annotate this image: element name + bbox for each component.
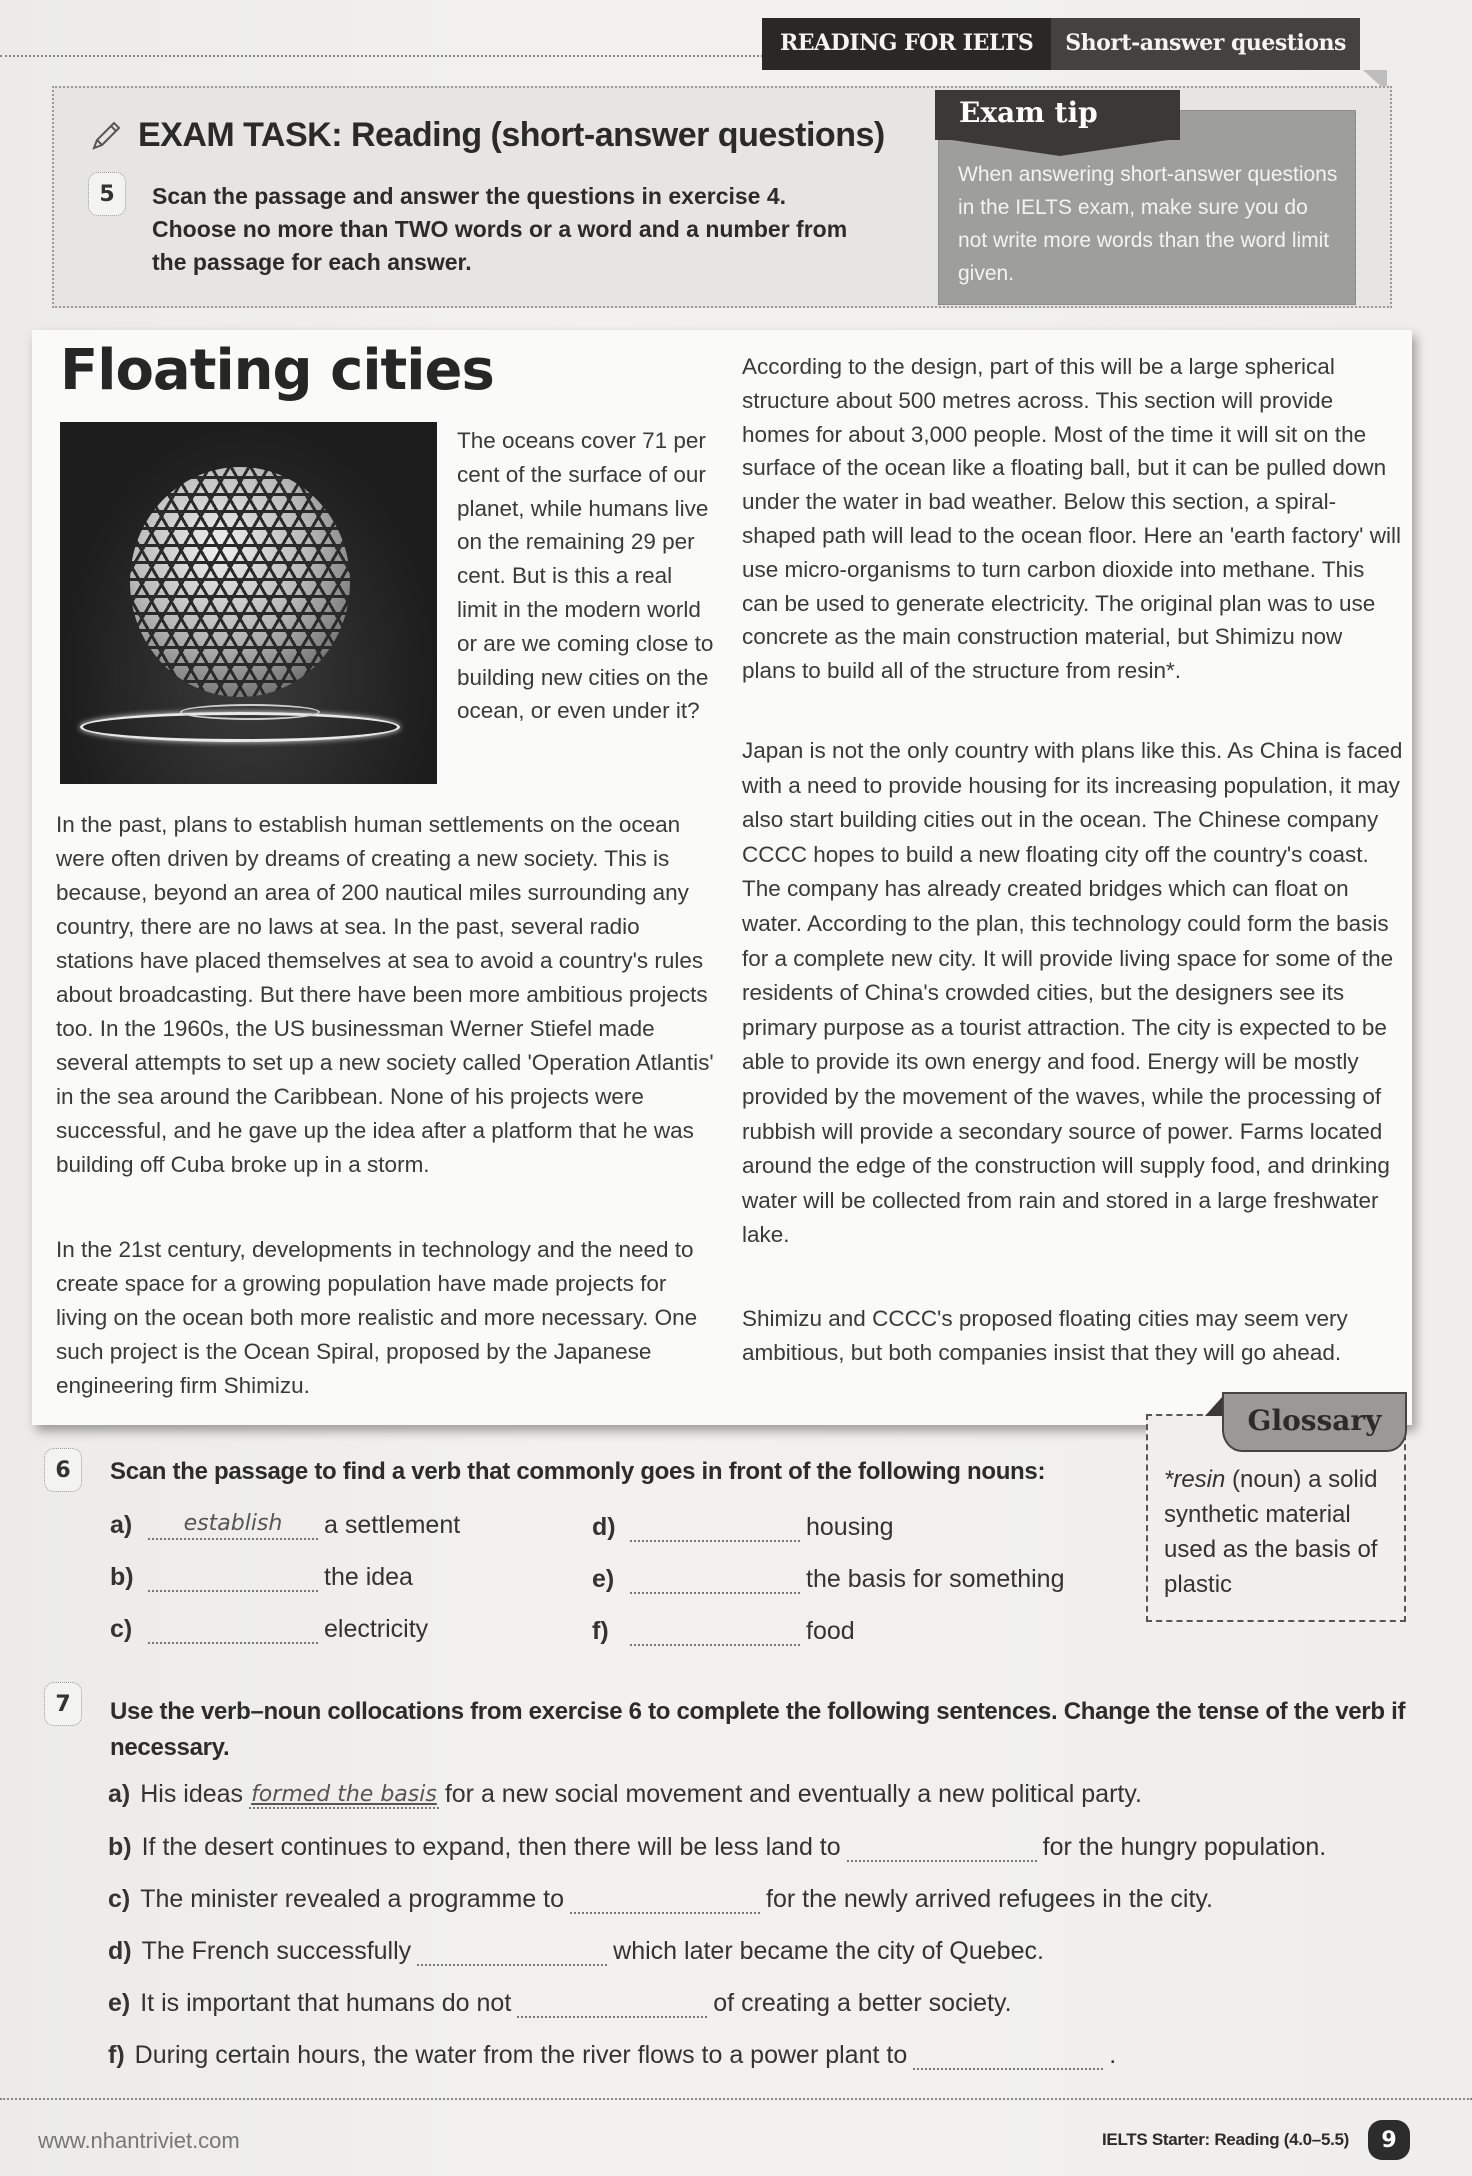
- answer-field-c[interactable]: [148, 1614, 318, 1644]
- exercise-6-item-d: [592, 1512, 894, 1542]
- ring-illustration-inner: [180, 704, 320, 720]
- exam-tip-text: When answering short-answer questions in the IELTS exam, make sure you do not write more words than the word limit given.: [958, 163, 1338, 285]
- article-paragraph: In the past, plans to establish human settlements on the ocean were often driven by dreams of creating a new society. This is because, beyond an area of 200 nautical miles surrounding any country, there are no laws at sea. In the past, several radio stations have placed themselves at sea to avoid a country's rules about broadcasting. But there have been more ambitious projects too. In the 1960s, the US businessman Werner Stiefel made several attempts to set up a new society called 'Operation Atlantis' in the sea around the Caribbean. None of his projects were successful, and he gave up the idea after a platform that he was building off Cuba broke up in a storm.: [56, 812, 714, 1177]
- exercise-7-item-d: [108, 1936, 1044, 1966]
- item-noun: housing: [806, 1513, 894, 1541]
- answer-field-c[interactable]: [570, 1884, 760, 1914]
- item-label: c): [108, 1885, 131, 1913]
- item-noun: the basis for something: [806, 1565, 1065, 1593]
- exercise-number-7: 7: [44, 1682, 82, 1726]
- item-label: e): [108, 1989, 131, 2017]
- sentence-end: which later became the city of Quebec.: [613, 1937, 1044, 1965]
- exam-tip-arrow: [938, 138, 1182, 156]
- exercise-6-item-c: [110, 1614, 428, 1644]
- footer-url: www.nhantriviet.com: [38, 2128, 240, 2153]
- sentence-end: for a new social movement and eventually a new political party.: [444, 1780, 1142, 1808]
- glossary-entry: [1164, 1462, 1394, 1602]
- answer-field-b[interactable]: [148, 1562, 318, 1592]
- sentence-start: The minister revealed a programme to: [140, 1885, 565, 1913]
- glossary-definition: (noun) a solid synthetic material used as the basis of plastic: [1164, 1466, 1378, 1598]
- page-number: 9: [1368, 2120, 1410, 2160]
- glossary-title: Glossary: [1222, 1392, 1407, 1452]
- item-label: e): [592, 1565, 615, 1593]
- exercise-6-instructions: Scan the passage to find a verb that commonly goes in front of the following nouns:: [110, 1458, 1046, 1485]
- item-label: b): [110, 1563, 134, 1591]
- exercise-6-item-f: [592, 1616, 855, 1646]
- sentence-start: During certain hours, the water from the river flows to a power plant to: [134, 2041, 908, 2069]
- exercise-5-instructions: Scan the passage and answer the questions in exercise 4. Choose no more than TWO words or a word and a number from the passage for each answer.: [152, 183, 848, 275]
- subsection-label: Short-answer questions: [1051, 18, 1360, 70]
- footer-rule: [0, 2098, 1472, 2100]
- article-image: [60, 422, 437, 784]
- article-title: Floating cities: [60, 338, 494, 403]
- item-label: a): [110, 1511, 133, 1539]
- article-paragraph: According to the design, part of this will be a large spherical structure about 500 metres across. This section will provide homes for about 3,000 people. Most of the time it will sit on the surface of the ocean like a floating ball, but it can be pulled down under the water in bad weather. Below this section, a spiral-shaped path will lead to the ocean floor. Here an 'earth factory' will use micro-organisms to turn carbon dioxide into methane. This can be used to generate electricity. The original plan was to use concrete as the main construction material, but Shimizu now plans to build all of the structure from resin*.: [742, 354, 1401, 684]
- answer-field-d[interactable]: [630, 1512, 800, 1542]
- exercise-7-item-f: [108, 2040, 1116, 2070]
- exercise-6-item-a: [110, 1510, 460, 1540]
- sentence-start: It is important that humans do not: [140, 1989, 512, 2017]
- sentence-end: of creating a better society.: [713, 1989, 1012, 2017]
- item-label: b): [108, 1833, 132, 1861]
- article-paragraph: In the 21st century, developments in technology and the need to create space for a growing population have made projects for living on the ocean both more realistic and more necessary. One such project is the Ocean Spiral, proposed by the Japanese engineering firm Shimizu.: [56, 1237, 698, 1398]
- exam-tip-title: Exam tip: [935, 90, 1180, 140]
- item-label: c): [110, 1615, 133, 1643]
- glossary-notch: [1205, 1396, 1223, 1416]
- section-label: READING FOR IELTS: [762, 18, 1051, 70]
- item-noun: electricity: [324, 1615, 429, 1643]
- exercise-7-item-c: [108, 1884, 1213, 1914]
- sentence-start: His ideas: [140, 1780, 244, 1808]
- answer-field-a[interactable]: formed the basis: [251, 1782, 437, 1807]
- item-noun: a settlement: [324, 1511, 461, 1539]
- exercise-7-instructions: Use the verb–noun collocations from exercise 6 to complete the following sentences. Change the tense of the verb if necessary.: [110, 1698, 1406, 1761]
- sentence-end: .: [1109, 2041, 1117, 2069]
- header-rule: [0, 55, 775, 57]
- sentence-end: for the hungry population.: [1042, 1833, 1327, 1861]
- pencil-icon: [88, 118, 124, 154]
- answer-field-a[interactable]: establish: [148, 1510, 318, 1540]
- exercise-7-item-b: [108, 1832, 1326, 1862]
- item-label: d): [592, 1513, 616, 1541]
- answer-field-e[interactable]: [517, 1988, 707, 2018]
- article-paragraph: Shimizu and CCCC's proposed floating cities may seem very ambitious, but both companies insist that they will go ahead.: [742, 1306, 1348, 1365]
- item-label: d): [108, 1937, 132, 1965]
- item-noun: the idea: [324, 1563, 413, 1591]
- sentence-start: The French successfully: [141, 1937, 412, 1965]
- sentence-end: for the newly arrived refugees in the city.: [766, 1885, 1214, 1913]
- item-noun: food: [806, 1617, 855, 1645]
- footer-book-title: IELTS Starter: Reading (4.0–5.5): [1102, 2130, 1350, 2149]
- exam-tip-notch: [1150, 90, 1180, 110]
- item-label: f): [108, 2041, 125, 2069]
- article-intro: The oceans cover 71 per cent of the surface of our planet, while humans live on the remaining 29 per cent. But is this a real limit in the modern world or are we coming close to building new cities on the ocean, or even under it?: [457, 428, 714, 724]
- answer-field-f[interactable]: [630, 1616, 800, 1646]
- exercise-6-item-b: [110, 1562, 413, 1592]
- exercise-7-item-a: [108, 1780, 1142, 1809]
- answer-field-b[interactable]: [847, 1832, 1037, 1862]
- exercise-number-5: 5: [88, 172, 126, 216]
- item-label: f): [592, 1617, 609, 1645]
- exam-task-title-text: EXAM TASK: Reading (short-answer questions): [138, 116, 885, 154]
- article-paragraph: Japan is not the only country with plans like this. As China is faced with a need to provide housing for its increasing population, it may also start building cities out in the ocean. The Chinese company CCCC hopes to build a new floating city off the country's coast. The company has already created bridges which can float on water. According to the plan, this technology could form the basis for a complete new city. It will provide living space for some of the residents of China's crowded cities, but the designers see its primary purpose as a tourist attraction. The city is expected to be able to provide its own energy and food. Energy will be mostly provided by the movement of the waves, while the processing of rubbish will provide a secondary source of power. Farms located around the edge of the construction will supply food, and drinking water will be collected from rain and stored in a large freshwater lake.: [742, 738, 1403, 1248]
- answer-field-f[interactable]: [913, 2040, 1103, 2070]
- exercise-6-item-e: [592, 1564, 1064, 1594]
- section-header: [762, 18, 1360, 70]
- exam-task-title: [88, 116, 885, 155]
- answer-field-d[interactable]: [417, 1936, 607, 1966]
- glossary-term: *resin: [1164, 1466, 1226, 1493]
- sentence-start: If the desert continues to expand, then there will be less land to: [141, 1833, 841, 1861]
- item-label: a): [108, 1780, 131, 1808]
- answer-field-e[interactable]: [630, 1564, 800, 1594]
- exercise-7-item-e: [108, 1988, 1012, 2018]
- sphere-illustration: [130, 467, 350, 697]
- exercise-number-6: 6: [44, 1448, 82, 1492]
